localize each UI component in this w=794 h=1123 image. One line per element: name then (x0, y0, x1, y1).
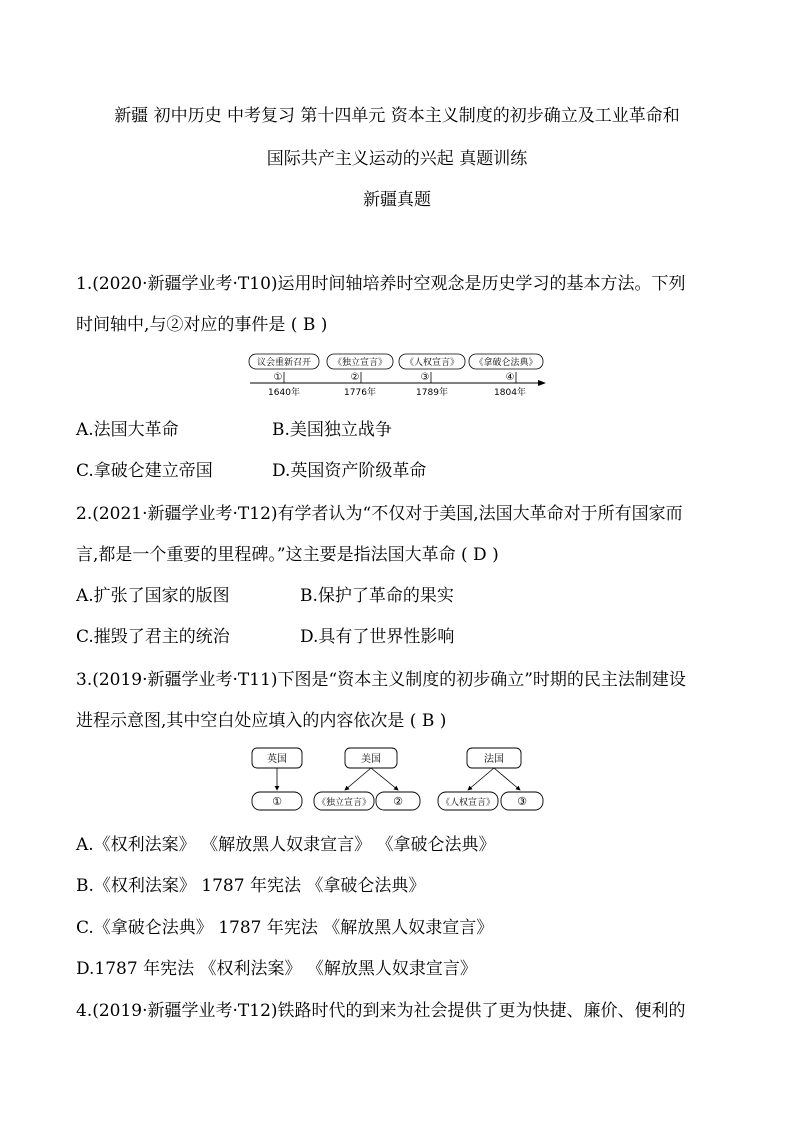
document-label: 《人权宣言》 (440, 798, 496, 808)
q4-stem-line-1: 4.(2019·新疆学业考·T12)铁路时代的到来为社会提供了更为快捷、廉价、便利的 (76, 1001, 686, 1021)
answer-mark: ① (272, 795, 282, 808)
q1-option-b: B.美国独立战争 (272, 420, 392, 440)
timeline-mark: ④ (505, 372, 515, 383)
q2-stem-line-2: 言,都是一个重要的里程碑。”这主要是指法国大革命 ( D ) (76, 545, 499, 565)
q3-option-b: B.《权利法案》 1787 年宪法 《拿破仑法典》 (76, 876, 426, 896)
q3-stem-line-1: 3.(2019·新疆学业考·T11)下图是“资本主义制度的初步确立”时期的民主法制建设 (76, 670, 686, 690)
diagram-arrow (345, 768, 371, 790)
q2-stem-line-1: 2.(2021·新疆学业考·T12)有学者认为“不仅对于美国,法国大革命对于所有国家而 (76, 504, 683, 524)
q1-timeline-figure (248, 352, 548, 400)
q2-option-c: C.摧毁了君主的统治 (76, 627, 230, 647)
timeline-label: 《人权宣言》 (404, 358, 460, 368)
document-title-line-2: 国际共产主义运动的兴起 真题训练 (266, 149, 528, 169)
q2-option-b: B.保护了革命的果实 (300, 586, 454, 606)
country-label: 法国 (484, 754, 504, 765)
timeline-mark: ② (350, 372, 360, 383)
timeline-year: 1804年 (494, 388, 526, 398)
q3-option-c: C.《拿破仑法典》 1787 年宪法 《解放黑人奴隶宣言》 (76, 918, 494, 938)
q3-process-diagram (248, 746, 548, 814)
q1-stem-line-2: 时间轴中,与②对应的事件是 ( B ) (76, 315, 328, 335)
timeline-year: 1789年 (416, 388, 448, 398)
country-label: 美国 (361, 754, 381, 765)
country-label: 英国 (267, 754, 287, 765)
timeline-year: 1640年 (268, 388, 300, 398)
q1-option-c: C.拿破仑建立帝国 (76, 461, 213, 481)
document-label: 《独立宣言》 (316, 798, 372, 808)
timeline-arrow (538, 380, 546, 386)
timeline-mark: ① (273, 372, 283, 383)
document-title-line-1: 新疆 初中历史 中考复习 第十四单元 资本主义制度的初步确立及工业革命和 (114, 106, 680, 126)
q1-option-a: A.法国大革命 (76, 420, 179, 440)
q2-option-d: D.具有了世界性影响 (300, 627, 455, 647)
q2-option-a: A.扩张了国家的版图 (76, 586, 230, 606)
diagram-arrow (371, 768, 398, 790)
diagram-arrow (468, 768, 494, 790)
diagram-arrow (494, 768, 520, 790)
answer-mark: ③ (517, 795, 527, 808)
timeline-label: 《独立宣言》 (332, 358, 388, 368)
timeline-label: 《拿破仑法典》 (474, 358, 538, 368)
q1-stem-line-1: 1.(2020·新疆学业考·T10)运用时间轴培养时空观念是历史学习的基本方法。下列 (76, 274, 686, 294)
section-subtitle: 新疆真题 (363, 190, 431, 210)
q3-stem-line-2: 进程示意图,其中空白处应填入的内容依次是 ( B ) (76, 711, 447, 731)
answer-mark: ② (393, 795, 403, 808)
q3-option-d: D.1787 年宪法 《权利法案》 《解放黑人奴隶宣言》 (76, 959, 477, 979)
timeline-mark: ③ (420, 372, 430, 383)
timeline-year: 1776年 (344, 388, 376, 398)
q1-option-d: D.英国资产阶级革命 (272, 461, 427, 481)
q3-option-a: A.《权利法案》 《解放黑人奴隶宣言》 《拿破仑法典》 (76, 835, 496, 855)
timeline-label: 议会重新召开 (256, 358, 312, 368)
